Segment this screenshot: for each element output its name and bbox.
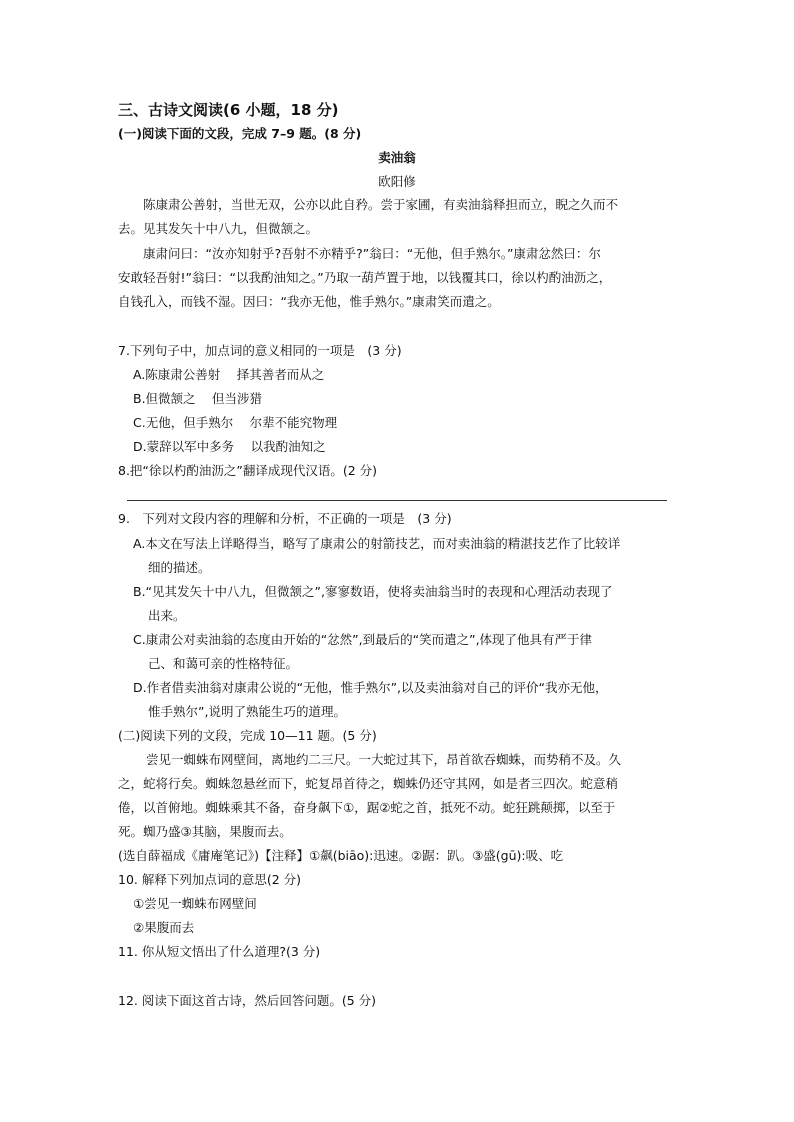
question-7-stem: 7.下列句子中，加点词的意义相同的一项是 (3 分) <box>118 343 402 358</box>
passage-line: 去。见其发矢十中八九，但微颔之。 <box>118 221 319 236</box>
passage2-line: 倦，以首俯地。蜘蛛乘其不备，奋身飙下①，踞②蛇之首，抵死不动。蛇狂跳颠掷，以至于 <box>118 800 616 815</box>
q7-option-b: B.但微颔之 但当涉猎 <box>133 391 263 406</box>
section-title: 三、古诗文阅读(6 小题，18 分) <box>118 101 339 119</box>
passage2-line: 尝见一蜘蛛布网壁间，离地约二三尺。一大蛇过其下，昂首欲吞蜘蛛，而势稍不及。久 <box>146 752 622 767</box>
passage2-line: 死。蜘乃盛③其脑，果腹而去。 <box>118 824 292 839</box>
q9-option-a: A.本文在写法上详略得当，略写了康肃公的射箭技艺，而对卖油翁的精湛技艺作了比较详 <box>133 536 621 551</box>
part2-heading: (二)阅读下列的文段，完成 10—11 题。(5 分) <box>118 728 377 743</box>
passage2-note: (选自薛福成《庸庵笔记》)【注释】①飙(biāo):迅速。②踞：趴。③盛(gū):吸、吃 <box>118 848 564 863</box>
question-8-stem: 8.把“徐以杓酌油沥之”翻译成现代汉语。(2 分) <box>118 463 378 478</box>
passage-line: 自钱孔入，而钱不湿。因曰：“我亦无他，惟手熟尔。”康肃笑而遣之。 <box>118 294 500 309</box>
q10-item-2: ②果腹而去 <box>133 920 195 935</box>
q7-option-c: C.无他，但手熟尔 尔辈不能究物理 <box>133 415 338 430</box>
question-9-stem: 9. 下列对文段内容的理解和分析，不正确的一项是 (3 分) <box>118 511 452 526</box>
q7-option-d: D.蒙辞以军中多务 以我酌油知之 <box>133 439 326 454</box>
q9-option-d-cont: 惟手熟尔”,说明了熟能生巧的道理。 <box>148 704 346 719</box>
passage-line: 安敢轻吾射!”翁曰：“以我酌油知之。”乃取一葫芦置于地，以钱覆其口，徐以杓酌油沥之， <box>118 270 612 285</box>
q9-option-a-cont: 细的描述。 <box>148 560 211 575</box>
passage-line: 陈康肃公善射，当世无双，公亦以此自矜。尝于家圃，有卖油翁释担而立，睨之久而不 <box>143 197 619 212</box>
passage-author: 欧阳修 <box>378 174 416 189</box>
answer-line <box>127 500 667 501</box>
passage2-line: 之，蛇将行矣。蜘蛛忽悬丝而下，蛇复昂首待之，蜘蛛仍还守其网，如是者三四次。蛇意稍 <box>118 776 619 791</box>
q7-option-a: A.陈康肃公善射 择其善者而从之 <box>133 367 325 382</box>
q9-option-c-cont: 己、和蔼可亲的性格特征。 <box>148 656 299 671</box>
question-10-stem: 10. 解释下列加点词的意思(2 分) <box>118 872 302 887</box>
passage-line: 康肃问曰：“汝亦知射乎?吾射不亦精乎?”翁曰：“无他，但手熟尔。”康肃忿然曰：尔 <box>143 246 601 261</box>
q9-option-c: C.康肃公对卖油翁的态度由开始的“忿然”,到最后的“笑而遣之”,体现了他具有严于律 <box>133 632 593 647</box>
q9-option-b-cont: 出来。 <box>148 608 186 623</box>
passage-title: 卖油翁 <box>378 150 416 165</box>
q10-item-1: ①尝见一蜘蛛布网壁间 <box>133 896 257 911</box>
part1-heading: (一)阅读下面的文段，完成 7–9 题。(8 分) <box>118 126 362 141</box>
q9-option-d: D.作者借卖油翁对康肃公说的“无他，惟手熟尔”,以及卖油翁对自己的评价“我亦无他， <box>133 680 608 695</box>
question-11-stem: 11. 你从短文悟出了什么道理?(3 分) <box>118 944 321 959</box>
question-12-stem: 12. 阅读下面这首古诗，然后回答问题。(5 分) <box>118 993 377 1008</box>
q9-option-b: B.“见其发矢十中八九，但微颔之”,寥寥数语，使将卖油翁当时的表现和心理活动表现了 <box>133 584 613 599</box>
